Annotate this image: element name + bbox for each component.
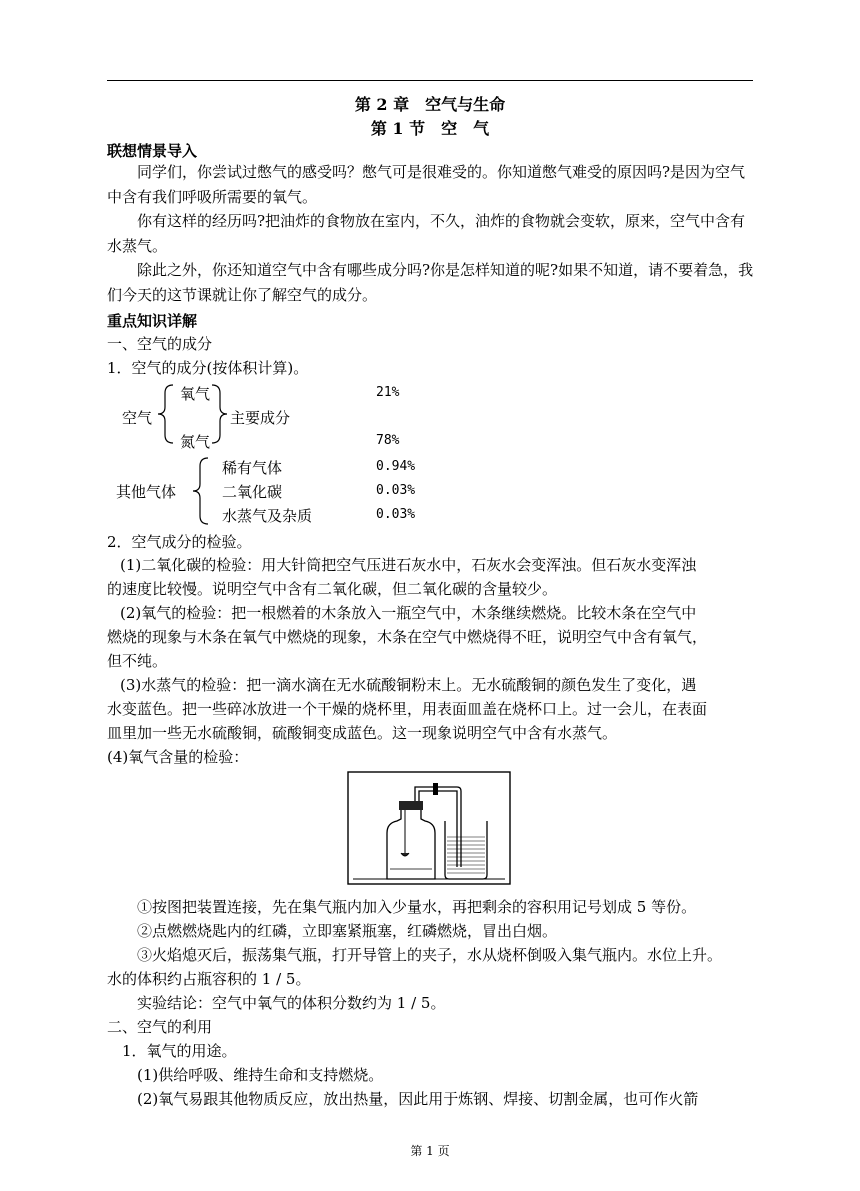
use1-line-a: (1)供给呼吸、维持生命和支持燃烧。 bbox=[137, 1066, 384, 1084]
header-rule bbox=[107, 80, 753, 81]
chapter-title: 第 2 章 空气与生命 bbox=[354, 95, 506, 114]
co2-percent: 0.03% bbox=[376, 483, 416, 498]
air-left-brace bbox=[155, 383, 175, 445]
main-right-brace bbox=[210, 383, 230, 445]
test3-line-c: 皿里加一些无水硫酸铜，硫酸铜变成蓝色。这一现象说明空气中含有水蒸气。 bbox=[107, 724, 618, 742]
step3-line-b: 水的体积约占瓶容积的 1 / 5。 bbox=[107, 970, 311, 988]
test3-line-b: 水变蓝色。把一些碎冰放进一个干燥的烧杯里，用表面皿盖在烧杯口上。过一会儿，在表面 bbox=[107, 700, 708, 718]
rare-gas-percent: 0.94% bbox=[376, 459, 416, 474]
item1-text: 1．空气的成分(按体积计算)。 bbox=[107, 359, 309, 377]
apparatus-diagram bbox=[347, 771, 511, 885]
test3-line-a: (3)水蒸气的检验：把一滴水滴在无水硫酸铜粉末上。无水硫酸铜的颜色发生了变化，遇 bbox=[120, 676, 697, 694]
conclusion-text: 实验结论：空气中氧气的体积分数约为 1 / 5。 bbox=[137, 994, 446, 1012]
test2-line-c: 但不纯。 bbox=[107, 652, 168, 670]
oxygen-label: 氧气 bbox=[180, 385, 211, 403]
use1-line-b: (2)氧气易跟其他物质反应，放出热量，因此用于炼钢、焊接、切割金属，也可作火箭 bbox=[137, 1090, 699, 1108]
page-number: 第 1 页 bbox=[410, 1144, 450, 1158]
test1-line-b: 的速度比较慢。说明空气中含有二氧化碳，但二氧化碳的含量较少。 bbox=[107, 580, 558, 598]
step1-text: ①按图把装置连接，先在集气瓶内加入少量水，再把剩余的容积用记号划成 5 等份。 bbox=[137, 898, 697, 916]
nitrogen-label: 氮气 bbox=[180, 433, 211, 451]
intro-paragraph-2: 你有这样的经历吗?把油炸的食物放在室内，不久，油炸的食物就会变软，原来，空气中含有水蒸气。 bbox=[107, 212, 746, 255]
co2-label: 二氧化碳 bbox=[222, 483, 283, 501]
main-component-label: 主要成分 bbox=[230, 409, 291, 427]
test1-line-a: (1)二氧化碳的检验：用大针筒把空气压进石灰水中，石灰水会变浑浊。但石灰水变浑浊 bbox=[120, 556, 697, 574]
test2-line-b: 燃烧的现象与木条在氧气中燃烧的现象，木条在空气中燃烧得不旺，说明空气中含有氧气， bbox=[107, 628, 708, 646]
air-label: 空气 bbox=[122, 409, 153, 427]
step3-line-a: ③火焰熄灭后，振荡集气瓶，打开导管上的夹子，水从烧杯倒吸入集气瓶内。水位上升。 bbox=[137, 946, 723, 964]
part2-title: 二、空气的利用 bbox=[107, 1018, 213, 1036]
use1-text: 1．氧气的用途。 bbox=[122, 1042, 237, 1060]
item2-text: 2．空气成分的检验。 bbox=[107, 533, 252, 551]
water-vapor-percent: 0.03% bbox=[376, 507, 416, 522]
part1-title: 一、空气的成分 bbox=[107, 335, 213, 353]
oxygen-percent: 21% bbox=[376, 385, 400, 400]
step2-text: ②点燃燃烧匙内的红磷，立即塞紧瓶塞，红磷燃烧，冒出白烟。 bbox=[137, 922, 558, 940]
test2-line-a: (2)氧气的检验：把一根燃着的木条放入一瓶空气中，木条继续燃烧。比较木条在空气中 bbox=[120, 604, 697, 622]
test4-text: (4)氧气含量的检验： bbox=[107, 748, 249, 766]
rare-gas-label: 稀有气体 bbox=[222, 459, 283, 477]
nitrogen-percent: 78% bbox=[376, 433, 400, 448]
knowledge-heading: 重点知识详解 bbox=[107, 312, 198, 330]
intro-paragraph-3: 除此之外，你还知道空气中含有哪些成分吗?你是怎样知道的呢?如果不知道，请不要着急，我们今天的这节课就让你了解空气的成分。 bbox=[107, 261, 754, 304]
intro-heading: 联想情景导入 bbox=[107, 142, 198, 160]
section-title: 第 1 节 空 气 bbox=[370, 119, 490, 138]
intro-paragraph-1: 同学们，你尝试过憋气的感受吗？憋气可是很难受的。你知道憋气难受的原因吗?是因为空气中含有我们呼吸所需要的氧气。 bbox=[107, 163, 746, 206]
other-gas-label: 其他气体 bbox=[116, 483, 177, 501]
other-gas-brace bbox=[190, 456, 210, 526]
water-vapor-label: 水蒸气及杂质 bbox=[222, 507, 313, 525]
